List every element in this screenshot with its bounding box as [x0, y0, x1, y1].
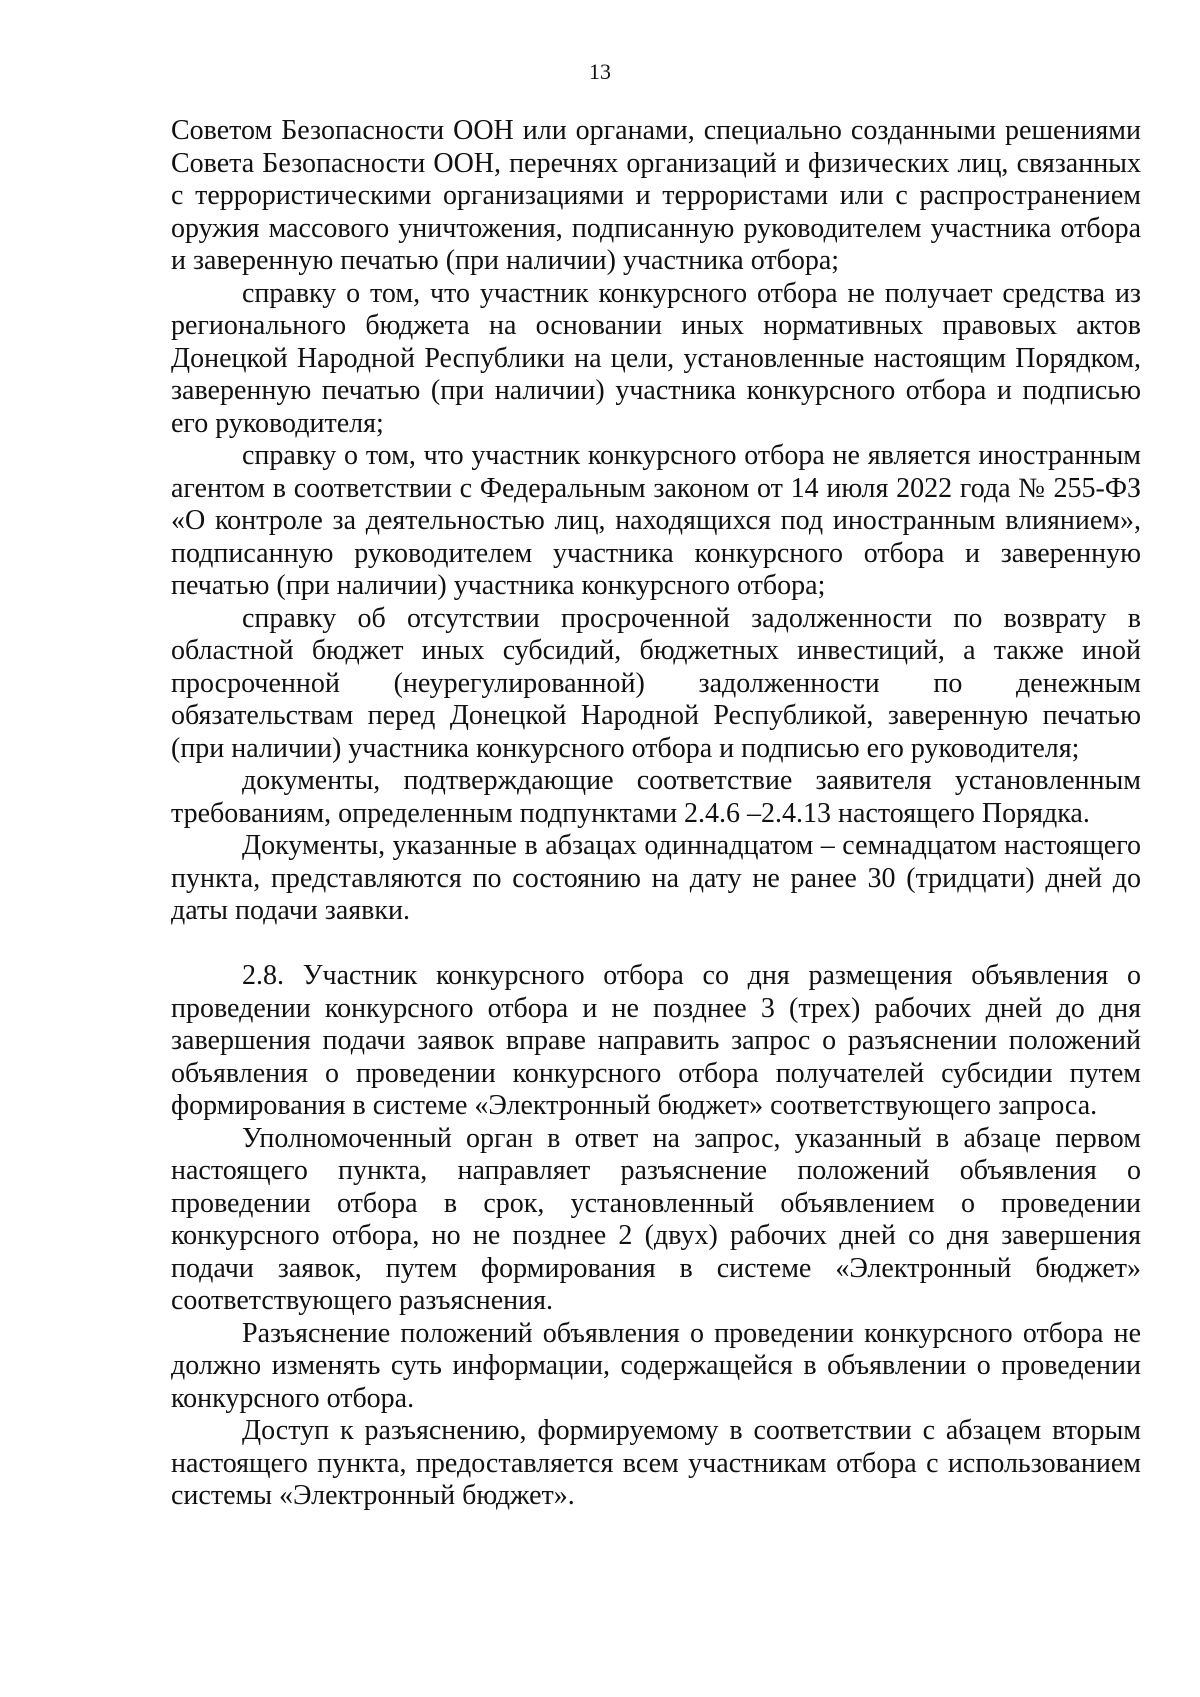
paragraph-regional-budget-certificate: справку о том, что участник конкурсного отбора не получает средства из регионального бюджета на основании иных нормативных правовых актов Донецкой Народной Республики на цели, установленные настоящим Порядком, заверенную печатью (при наличии) участника конкурсного отбора и подписью его руководителя; [171, 277, 1141, 439]
document-body [171, 115, 1141, 1513]
paragraph-authorized-body-response: Уполномоченный орган в ответ на запрос, указанный в абзаце первом настоящего пункта, направляет разъяснение положений объявления о проведении отбора в срок, установленный объявлением о проведении конкурсного отбора, но не позднее 2 (двух) рабочих дней со дня завершения подачи заявок, путем формирования в системе «Электронный бюджет» соответствующего разъяснения. [171, 1122, 1141, 1316]
paragraph-clarification-access: Доступ к разъяснению, формируемому в соответствии с абзацем вторым настоящего пункта, предоставляется всем участникам отбора с использованием системы «Электронный бюджет». [171, 1415, 1141, 1511]
paragraph-foreign-agent-certificate: справку о том, что участник конкурсного отбора не является иностранным агентом в соответствии с Федеральным законом от 14 июля 2022 года № 255-ФЗ «О контроле за деятельностью лиц, находящихся под иностранным влиянием», подписанную руководителем участника конкурсного отбора и заверенную печатью (при наличии) участника конкурсного отбора; [171, 440, 1141, 601]
paragraph-clarification-scope: Разъяснение положений объявления о проведении конкурсного отбора не должно изменять суть информации, содержащейся в объявлении о проведении конкурсного отбора. [171, 1317, 1141, 1414]
page-number: 13 [589, 59, 611, 84]
paragraph-continuation: Советом Безопасности ООН или органами, специально созданными решениями Совета Безопасности ООН, перечнях организаций и физических лиц, связанных с террористическими организациями и террористами или с распространением оружия массового уничтожения, подписанную руководителем участника отбора и заверенную печатью (при наличии) участника отбора; [171, 115, 1141, 276]
paragraph-compliance-documents: документы, подтверждающие соответствие заявителя установленным требованиям, определенным подпунктами 2.4.6 –2.4.13 настоящего Порядка. [171, 765, 1141, 829]
paragraph-documents-date: Документы, указанные в абзацах одиннадцатом – семнадцатом настоящего пункта, представляются по состоянию на дату не ранее 30 (тридцати) дней до даты подачи заявки. [171, 830, 1141, 926]
paragraph-section-2-8: 2.8. Участник конкурсного отбора со дня размещения объявления о проведении конкурсного отбора и не позднее 3 (трех) рабочих дней до дня завершения подачи заявок вправе направить запрос о разъяснении положений объявления о проведении конкурсного отбора получателей субсидии путем формирования в системе «Электронный бюджет» соответствующего запроса. [171, 960, 1141, 1121]
paragraph-debt-certificate: справку об отсутствии просроченной задолженности по возврату в областной бюджет иных субсидий, бюджетных инвестиций, а также иной просроченной (неурегулированной) задолженности по денежным обязательствам перед Донецкой Народной Республикой, заверенную печатью (при наличии) участника конкурсного отбора и подписью его руководителя; [171, 602, 1141, 764]
